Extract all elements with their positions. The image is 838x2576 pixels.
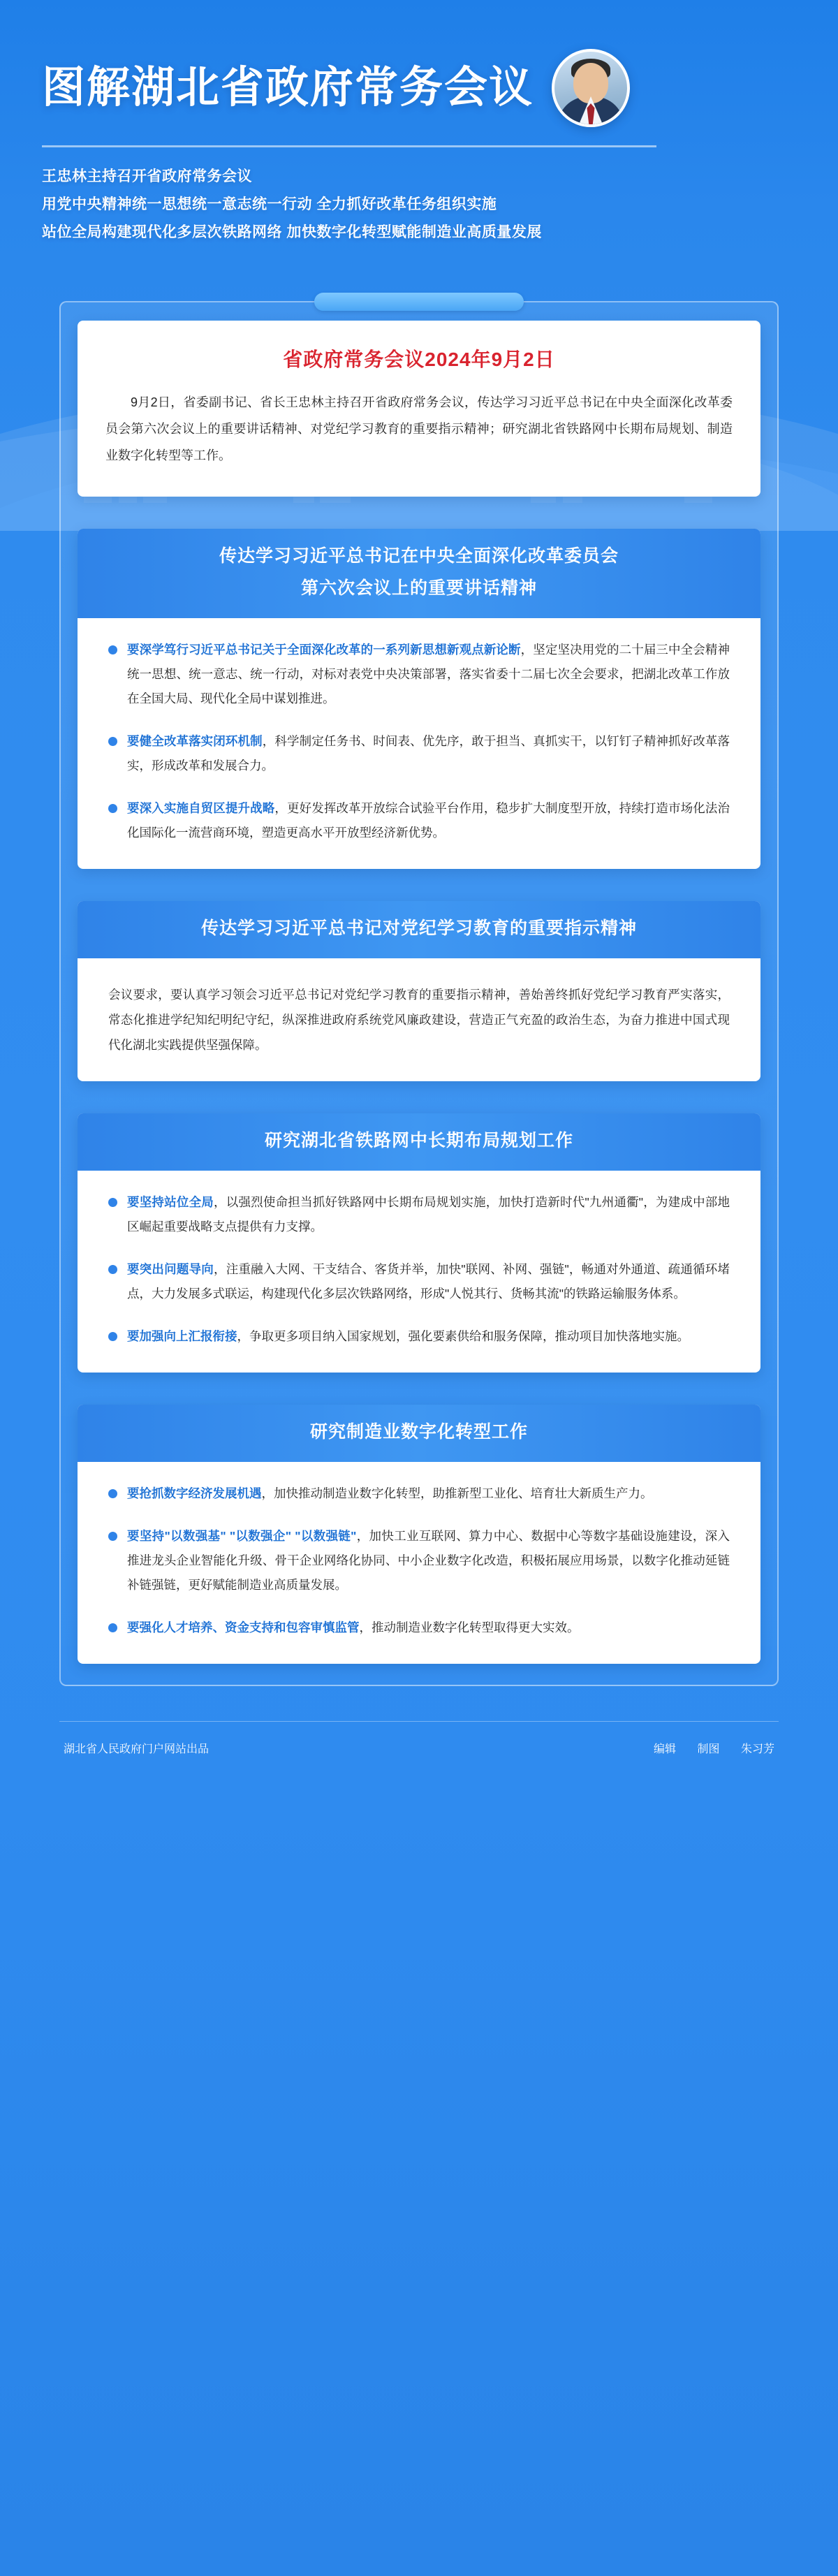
bullet-text bbox=[127, 1257, 730, 1306]
bullet-body: ，以强烈使命担当抓好铁路网中长期布局规划实施，加快打造新时代"九州通衢"，为建成中部地区崛起重要战略支点提供有力支撑。 bbox=[127, 1195, 730, 1234]
section-4-header bbox=[78, 1405, 760, 1462]
intro-title: 省政府常务会议2024年9月2日 bbox=[283, 349, 555, 370]
footer-credits bbox=[635, 1740, 774, 1756]
bullet-lead: 要强化人才培养、资金支持和包容审慎监管 bbox=[127, 1620, 360, 1634]
bullet-body: ，注重融入大网、干支结合、客货并举，加快"联网、补网、强链"，畅通对外通道、疏通循环堵点，大力发展多式联运，构建现代化多层次铁路网络，形成"人悦其行、货畅其流"的铁路运输服务体系。 bbox=[127, 1262, 730, 1301]
bullet-text bbox=[127, 1616, 580, 1640]
footer-publisher: 湖北省人民政府门户网站出品 bbox=[64, 1743, 210, 1755]
bullet-text bbox=[127, 729, 730, 778]
content-frame bbox=[59, 301, 779, 1686]
bullet-lead: 要深入实施自贸区提升战略 bbox=[127, 801, 275, 815]
page-header bbox=[0, 0, 838, 247]
section-3-header bbox=[78, 1113, 760, 1171]
bullet-lead: 要加强向上汇报衔接 bbox=[127, 1329, 237, 1343]
list-item bbox=[108, 729, 730, 778]
section-card-1 bbox=[78, 529, 760, 869]
bullet-dot-icon bbox=[108, 737, 117, 746]
frame-tab-decoration bbox=[314, 293, 524, 311]
list-item bbox=[108, 1524, 730, 1597]
bullet-dot-icon bbox=[108, 1332, 117, 1341]
section-4-body bbox=[78, 1462, 760, 1640]
section-3-body bbox=[78, 1171, 760, 1349]
section-3-title-line1: 研究湖北省铁路网中长期布局规划工作 bbox=[264, 1131, 573, 1150]
list-item bbox=[108, 1616, 730, 1640]
list-item bbox=[108, 638, 730, 711]
bullet-body: ，加快推动制造业数字化转型，助推新型工业化、培育壮大新质生产力。 bbox=[261, 1486, 653, 1500]
section-card-4 bbox=[78, 1405, 760, 1664]
bullet-lead: 要突出问题导向 bbox=[127, 1262, 214, 1276]
section-card-3 bbox=[78, 1113, 760, 1373]
section-1-title-line2: 第六次会议上的重要讲话精神 bbox=[300, 578, 537, 598]
bullet-text bbox=[127, 1324, 689, 1349]
section-2-header bbox=[78, 901, 760, 958]
bullet-text bbox=[127, 1524, 730, 1597]
bullet-text bbox=[127, 796, 730, 845]
footer-author-name: 朱习芳 bbox=[740, 1743, 774, 1755]
bullet-dot-icon bbox=[108, 1198, 117, 1207]
bullet-body: ，科学制定任务书、时间表、优先序，敢于担当、真抓实干，以钉钉子精神抓好改革落实，形成改革和发展合力。 bbox=[127, 734, 730, 773]
section-2-title-line1: 传达学习习近平总书记对党纪学习教育的重要指示精神 bbox=[200, 919, 637, 938]
intro-card bbox=[78, 321, 760, 497]
list-item bbox=[108, 796, 730, 845]
content-area bbox=[59, 247, 779, 1714]
portrait-avatar-icon bbox=[552, 49, 630, 127]
list-item bbox=[108, 1324, 730, 1349]
section-card-2 bbox=[78, 901, 760, 1081]
bullet-dot-icon bbox=[108, 645, 117, 654]
bullet-lead: 要健全改革落实闭环机制 bbox=[127, 734, 263, 748]
subtitle-line-1: 王忠林主持召开省政府常务会议 bbox=[42, 168, 252, 184]
subtitle-line-3: 站位全局构建现代化多层次铁路网络 加快数字化转型赋能制造业高质量发展 bbox=[42, 224, 542, 240]
bullet-text bbox=[127, 1481, 653, 1506]
bullet-body: ，更好发挥改革开放综合试验平台作用，稳步扩大制度型开放，持续打造市场化法治化国际化一流营商环境，塑造更高水平开放型经济新优势。 bbox=[127, 801, 730, 840]
bullet-lead: 要坚持"以数强基" "以数强企" "以数强链" bbox=[127, 1529, 357, 1543]
section-4-title-line1: 研究制造业数字化转型工作 bbox=[309, 1422, 528, 1442]
bullet-text bbox=[127, 638, 730, 711]
bullet-lead: 要深学笃行习近平总书记关于全面深化改革的一系列新思想新观点新论断 bbox=[127, 643, 521, 657]
subtitle-list bbox=[42, 163, 796, 247]
section-1-title-line1: 传达学习习近平总书记在中央全面深化改革委员会 bbox=[219, 546, 619, 566]
footer-editor-label: 编辑 bbox=[654, 1743, 677, 1755]
footer-producer-label: 制图 bbox=[697, 1743, 720, 1755]
bullet-dot-icon bbox=[108, 1532, 117, 1541]
bullet-body: ，争取更多项目纳入国家规划，强化要素供给和服务保障，推动项目加快落地实施。 bbox=[237, 1329, 689, 1343]
bullet-lead: 要抢抓数字经济发展机遇 bbox=[127, 1486, 262, 1500]
list-item bbox=[108, 1481, 730, 1506]
section-1-header bbox=[78, 529, 760, 618]
bullet-dot-icon bbox=[108, 1489, 117, 1498]
section-1-body bbox=[78, 618, 760, 845]
bullet-dot-icon bbox=[108, 1265, 117, 1274]
page-title: 图解湖北省政府常务会议 bbox=[42, 63, 534, 112]
title-divider bbox=[42, 145, 656, 147]
list-item bbox=[108, 1257, 730, 1306]
section-2-body: 会议要求，要认真学习领会习近平总书记对党纪学习教育的重要指示精神，善始善终抓好党纪学习教育严实落实，常态化推进学纪知纪明纪守纪，纵深推进政府系统党风廉政建设，营造正气充盈的政治生态，为奋力推进中国式现代化湖北实践提供坚强保障。 bbox=[108, 988, 730, 1052]
bullet-body: ，推动制造业数字化转型取得更大实效。 bbox=[359, 1620, 580, 1634]
bullet-body: ，加快工业互联网、算力中心、数据中心等数字基础设施建设，深入推进龙头企业智能化升级、骨干企业网络化协同、中小企业数字化改造，积极拓展应用场景，以数字化推动延链补链强链，更好赋能制造业高质量发展。 bbox=[127, 1529, 730, 1592]
page-footer bbox=[59, 1721, 779, 1784]
title-row bbox=[42, 49, 796, 127]
bullet-body: ，坚定坚决用党的二十届三中全会精神统一思想、统一意志、统一行动，对标对表党中央决策部署，落实省委十二届七次全会要求，把湖北改革工作放在全国大局、现代化全局中谋划推进。 bbox=[127, 643, 730, 705]
intro-body: 9月2日，省委副书记、省长王忠林主持召开省政府常务会议，传达学习习近平总书记在中央全面深化改革委员会第六次会议上的重要讲话精神、对党纪学习教育的重要指示精神；研究湖北省铁路网中长期布局规划、制造业数字化转型等工作。 bbox=[105, 395, 733, 462]
bullet-text bbox=[127, 1190, 730, 1239]
header-inner bbox=[42, 49, 796, 247]
subtitle-line-2: 用党中央精神统一思想统一意志统一行动 全力抓好改革任务组织实施 bbox=[42, 196, 497, 212]
bullet-dot-icon bbox=[108, 1623, 117, 1632]
bullet-dot-icon bbox=[108, 804, 117, 813]
list-item bbox=[108, 1190, 730, 1239]
bullet-lead: 要坚持站位全局 bbox=[127, 1195, 214, 1209]
